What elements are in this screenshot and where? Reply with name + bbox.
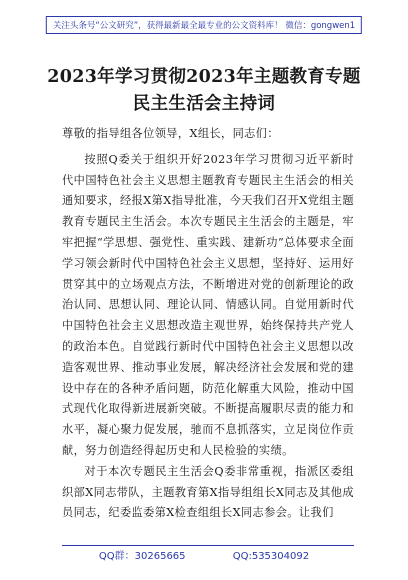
- salutation: 尊敬的指导组各位领导，X组长，同志们：: [62, 127, 279, 140]
- footer-divider: [62, 545, 354, 546]
- document-body: [62, 124, 354, 524]
- footer-qq: QQ:535304092: [232, 551, 310, 562]
- paragraph-1: 按照Q委关于组织开好2023年学习贯彻习近平新时代中国特色社会主义思想主题教育专题民主生活会的相关通知要求，经报X第X指导批准，今天我们召开X党组主题教育专题民主生活会。本次专题民主生活会的主题是，牢牢把握“学思想、强党性、重实践、建新功”总体要求全面学习领会新时代中国特色社会主义思想，坚持好、运用好贯穿其中的立场观点方法，不断增进对党的创新理论的政治认同、思想认同、理论认同、情感认同。自觉用新时代中国特色社会主义思想改造主观世界，始终保持共产党人的政治本色。自觉践行新时代中国特色社会主义思想以改造客观世界、推动事业发展，解决经济社会发展和党的建设中存在的各种矛盾问题，防范化解重大风险，推动中国式现代化取得新进展新突破。不断提高履职尽责的能力和水平，凝心聚力促发展，驰而不息抓落实，立足岗位作贡献，努力创造经得起历史和人民检验的实绩。: [62, 152, 354, 457]
- paragraph-2: 对于本次专题民主生活会Q委非常重视，指派区委组织部X同志带队，主题教育第X指导组组长X同志及其他成员同志，纪委监委第X检查组组长X同志参会。让我们: [62, 464, 354, 520]
- footer-qq-group: QQ群：30265665: [98, 551, 186, 562]
- title-line-1: 2023年学习贯彻2023年主题教育专题: [47, 67, 361, 87]
- document-title: [0, 64, 408, 118]
- footer: [0, 547, 408, 562]
- title-line-2: 民主生活会主持词: [132, 94, 276, 114]
- header-banner: 关注头条号“公文研究”，获得最新最全最专业的公文资料库！ 微信：gongwen1: [46, 16, 362, 34]
